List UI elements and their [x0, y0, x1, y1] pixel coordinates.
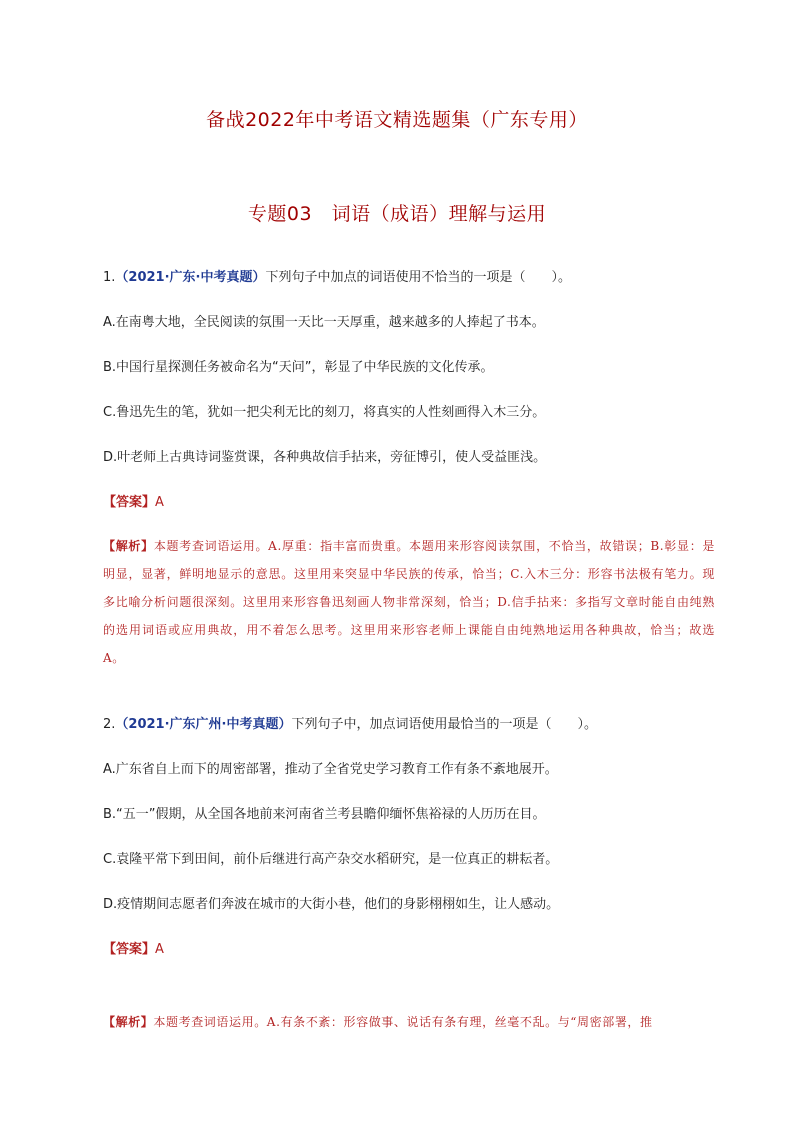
option-d: D.疫情期间志愿者们奔波在城市的大街小巷，他们的身影栩栩如生，让人感动。: [103, 897, 560, 912]
answer-label: 【答案】: [103, 495, 156, 510]
answer: [103, 495, 718, 511]
question-number: 1.: [103, 270, 116, 285]
answer-value: A: [155, 495, 164, 510]
answer-value: A: [155, 942, 164, 957]
answer-label: 【答案】: [103, 942, 156, 957]
analysis-label: 【解析】: [103, 1015, 154, 1029]
option-c: C.袁隆平常下到田间，前仆后继进行高产杂交水稻研究，是一位真正的耕耘者。: [103, 852, 559, 867]
document-title: 备战2022年中考语文精选题集（广东专用）: [206, 109, 588, 131]
answer: [103, 942, 718, 958]
question-text: 下列句子中加点的词语使用不恰当的一项是（ ）。: [265, 270, 571, 285]
option-b: B.“五一”假期，从全国各地前来河南省兰考县瞻仰缅怀焦裕禄的人历历在目。: [103, 807, 546, 822]
option-a: A.在南粤大地，全民阅读的氛围一天比一天厚重，越来越多的人捧起了书本。: [103, 315, 545, 330]
analysis: [103, 1008, 715, 1036]
question-source: （2021·广东广州·中考真题）: [115, 717, 292, 732]
question-number: 2.: [103, 717, 116, 732]
analysis-text: 本题考查词语运用。A.厚重：指丰富而贵重。本题用来形容阅读氛围，不恰当，故错误；B.彰显：是明显，显著，鲜明地显示的意思。这里用来突显中华民族的传承，恰当；C.入木三分：形容书法极有笔力。现多比喻分析问题很深刻。这里用来形容鲁迅刻画人物非常深刻，恰当；D.信手拈来：多指写文章时能自由纯熟的选用词语或应用典故，用不着怎么思考。这里用来形容老师上课能自由纯熟地运用各种典故，恰当；故选A。: [103, 539, 715, 665]
question-stem: [103, 717, 718, 733]
option-b: B.中国行星探测任务被命名为“天问”，彰显了中华民族的文化传承。: [103, 360, 494, 375]
analysis: [103, 532, 715, 672]
question-text: 下列句子中，加点词语使用最恰当的一项是（ ）。: [291, 717, 597, 732]
analysis-text: 本题考查词语运用。A.有条不紊：形容做事、说话有条有理，丝毫不乱。与“周密部署，推: [153, 1015, 653, 1029]
analysis-label: 【解析】: [103, 539, 154, 553]
question-source: （2021·广东·中考真题）: [115, 270, 266, 285]
option-d: D.叶老师上古典诗词鉴赏课，各种典故信手拈来，旁征博引，使人受益匪浅。: [103, 450, 547, 465]
question-stem: [103, 270, 718, 286]
option-c: C.鲁迅先生的笔，犹如一把尖利无比的刻刀，将真实的人性刻画得入木三分。: [103, 405, 546, 420]
option-a: A.广东省自上而下的周密部署，推动了全省党史学习教育工作有条不紊地展开。: [103, 762, 558, 777]
topic-title: 专题03 词语（成语）理解与运用: [247, 203, 547, 225]
